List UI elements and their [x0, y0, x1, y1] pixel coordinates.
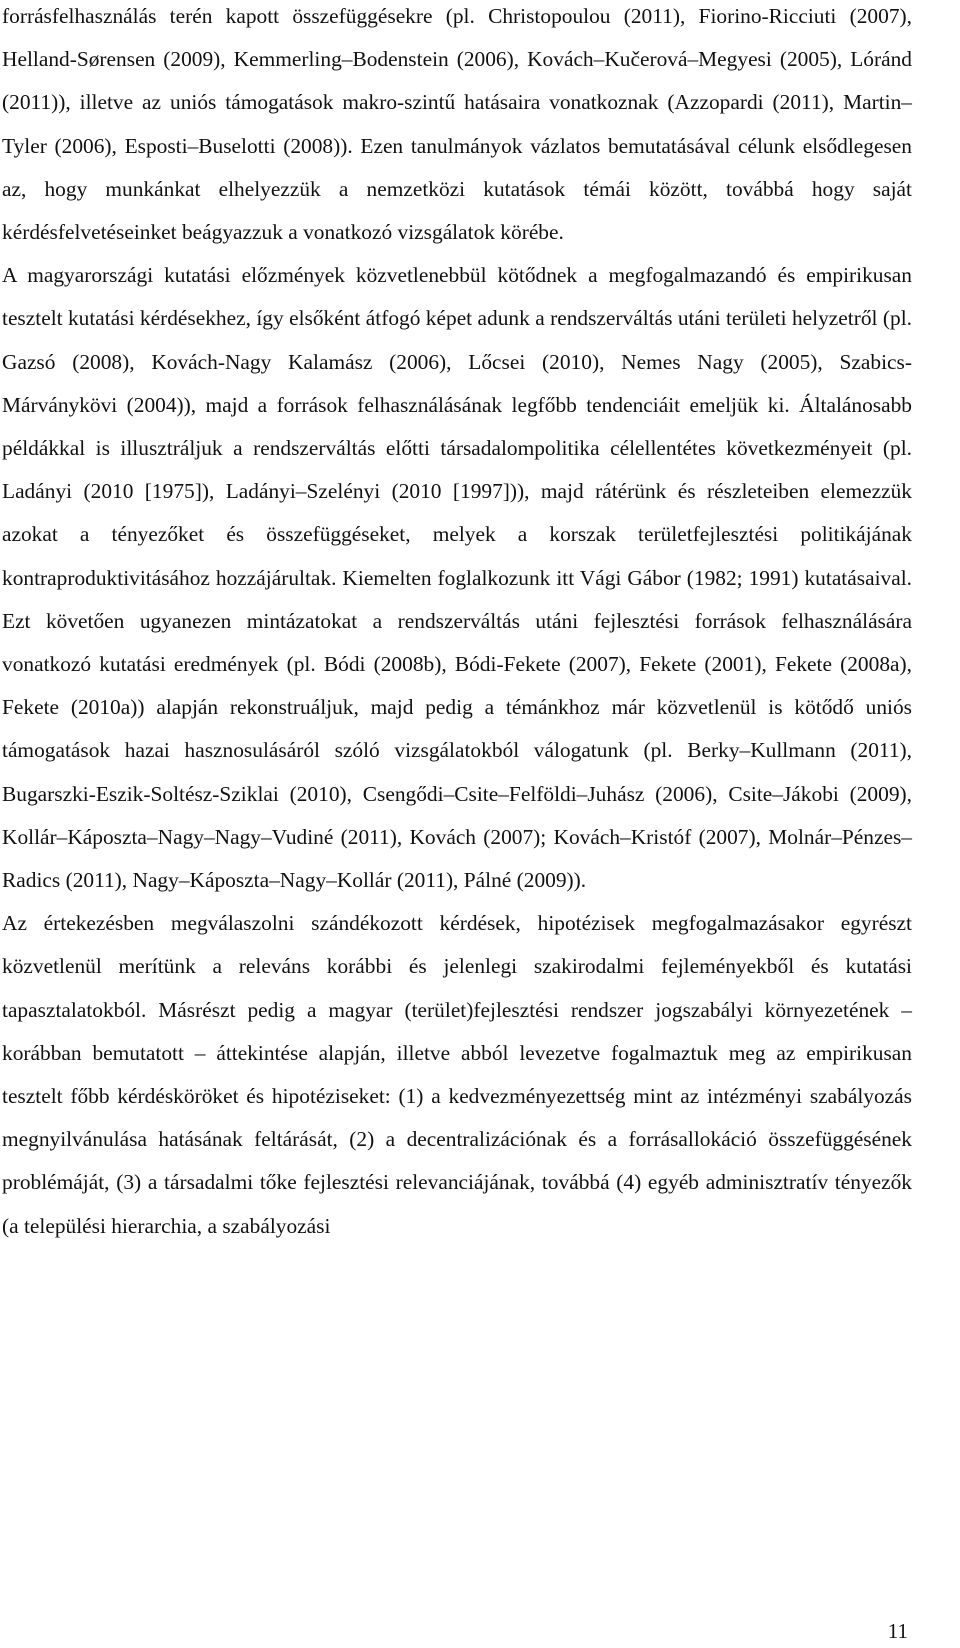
page-number: 11: [887, 1619, 908, 1643]
paragraph-1: forrásfelhasználás terén kapott összefüggésekre (pl. Christopoulou (2011), Fiorino-Ricciuti (2007), Helland-Sørensen (2009), Kemmerling–Bodenstein (2006), Kovách–Kučerová–Megyesi (2005), Lóránd (2011)), illetve az uniós támogatások makro-szintű hatásaira vonatkoznak (Azzopardi (2011), Martin–Tyler (2006), Esposti–Buselotti (2008)). Ezen tanulmányok vázlatos bemutatásával célunk elsődlegesen az, hogy munkánkat elhelyezzük a nemzetközi kutatások témái között, továbbá hogy saját kérdésfelvetéseinket beágyazzuk a vonatkozó vizsgálatok körébe.: [2, 4, 912, 245]
paragraph-3: Az értekezésben megválaszolni szándékozott kérdések, hipotézisek megfogalmazásakor egyrészt közvetlenül merítünk a releváns korábbi és jelenlegi szakirodalmi fejleményekből és kutatási tapasztalatokból. Másrészt pedig a magyar (terület)fejlesztési rendszer jogszabályi környezetének – korábban bemutatott – áttekintése alapján, illetve abból levezetve fogalmaztuk meg az empirikusan tesztelt főbb kérdésköröket és hipotéziseket: (1) a kedvezményezettség mint az intézményi szabályozás megnyilvánulása hatásának feltárását, (2) a decentralizációnak és a forrásallokáció összefüggésének problémáját, (3) a társadalmi tőke fejlesztési relevanciájának, továbbá (4) egyéb adminisztratív tényezők (a települési hierarchia, a szabályozási: [2, 911, 912, 1238]
paragraph-2: A magyarországi kutatási előzmények közvetlenebbül kötődnek a megfogalmazandó és empirikusan tesztelt kutatási kérdésekhez, így elsőként átfogó képet adunk a rendszerváltás utáni területi helyzetről (pl. Gazsó (2008), Kovách-Nagy Kalamász (2006), Lőcsei (2010), Nemes Nagy (2005), Szabics-Márványkövi (2004)), majd a források felhasználásának legfőbb tendenciáit emeljük ki. Általánosabb példákkal is illusztráljuk a rendszerváltás előtti társadalompolitika célellentétes következményeit (pl. Ladányi (2010 [1975]), Ladányi–Szelényi (2010 [1997])), majd rátérünk és részleteiben elemezzük azokat a tényezőket és összefüggéseket, melyek a korszak területfejlesztési politikájának kontraproduktivitásához hozzájárultak. Kiemelten foglalkozunk itt Vági Gábor (1982; 1991) kutatásaival. Ezt követően ugyanezen mintázatokat a rendszerváltás utáni fejlesztési források felhasználására vonatkozó kutatási eredmények (pl. Bódi (2008b), Bódi-Fekete (2007), Fekete (2001), Fekete (2008a), Fekete (2010a)) alapján rekonstruáljuk, majd pedig a témánkhoz már közvetlenül is kötődő uniós támogatások hazai hasznosulásáról szóló vizsgálatokból válogatunk (pl. Berky–Kullmann (2011), Bugarszki-Eszik-Soltész-Sziklai (2010), Csengődi–Csite–Felföldi–Juhász (2006), Csite–Jákobi (2009), Kollár–Káposzta–Nagy–Nagy–Vudiné (2011), Kovách (2007); Kovách–Kristóf (2007), Molnár–Pénzes–Radics (2011), Nagy–Káposzta–Nagy–Kollár (2011), Pálné (2009)).: [2, 263, 912, 893]
body-text: [2, 0, 912, 1248]
